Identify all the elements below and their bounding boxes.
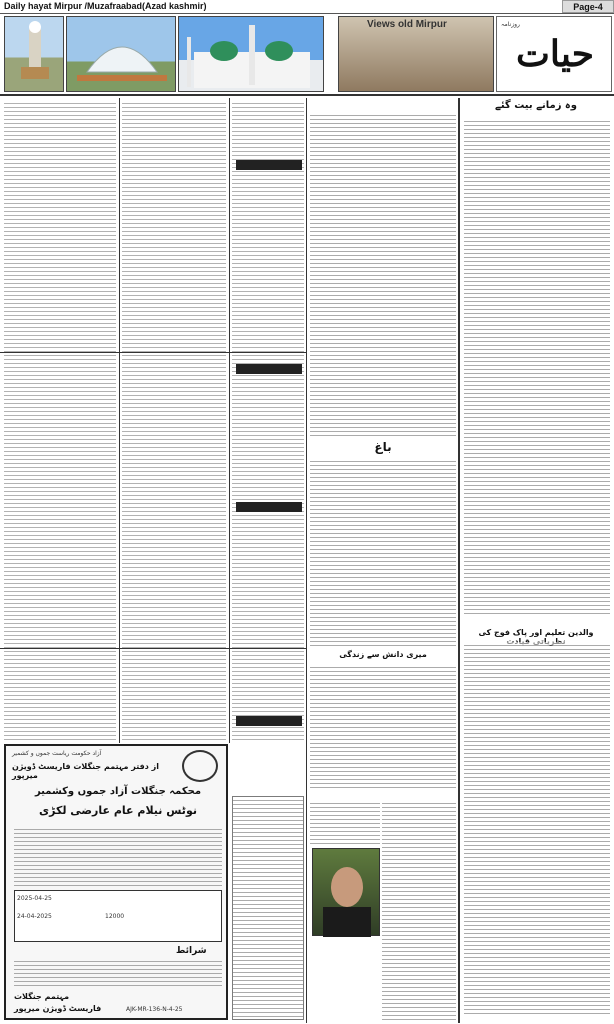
col-divider-3 bbox=[306, 98, 307, 1023]
photo-old-mirpur bbox=[338, 16, 494, 92]
left-col-2-body bbox=[122, 100, 226, 740]
page-number: Page-4 bbox=[562, 0, 614, 13]
article-2-body bbox=[464, 642, 610, 1017]
paper-name: حیات bbox=[516, 33, 594, 75]
section-label-1 bbox=[236, 160, 302, 170]
photo-mosque bbox=[178, 16, 324, 92]
notice-code: AJK-MR-136-N-4-25 bbox=[126, 1006, 183, 1013]
col-divider-2 bbox=[229, 98, 230, 743]
shell-monument-image bbox=[67, 17, 176, 92]
col-divider-1 bbox=[119, 98, 120, 743]
notice-body bbox=[14, 826, 222, 886]
photo-monument bbox=[4, 16, 64, 92]
notice-table bbox=[14, 890, 222, 942]
notice-header-small: آزاد حکومت ریاست جموں و کشمیر bbox=[12, 750, 102, 757]
article-3-body bbox=[310, 458, 456, 646]
notice-date-2: 24-04-2025 bbox=[17, 913, 52, 920]
newspaper-logo bbox=[496, 16, 612, 92]
portrait-photo bbox=[312, 848, 380, 936]
photo-shell-monument bbox=[66, 16, 176, 92]
section-label-2 bbox=[236, 364, 302, 374]
public-notice bbox=[4, 744, 228, 1020]
col-divider-4 bbox=[458, 98, 460, 1023]
notice-signature: مہتمم جنگلات bbox=[14, 992, 70, 1001]
notice-title: نوٹس نیلام عام عارضی لکڑی bbox=[39, 804, 197, 817]
notice-conditions-body bbox=[14, 958, 222, 988]
article-headline-1: وہ زمانے بیت گئے bbox=[494, 100, 578, 111]
left-col-3-body bbox=[232, 100, 304, 740]
section-label-4 bbox=[236, 716, 302, 726]
article-headline-3: باغ bbox=[374, 440, 392, 454]
article-1-body bbox=[464, 118, 610, 616]
portrait-image bbox=[313, 849, 381, 937]
obituary-body bbox=[382, 800, 456, 1020]
notice-signature-office: فاریسٹ ڈویژن میرپور bbox=[14, 1004, 102, 1013]
article-4-body bbox=[310, 664, 456, 790]
notice-conditions: شرائط bbox=[176, 946, 207, 956]
mosque-image bbox=[179, 17, 324, 92]
small-notice bbox=[232, 796, 304, 1020]
left-divider-2 bbox=[0, 648, 306, 649]
notice-amount: 12000 bbox=[105, 913, 125, 920]
monument-image bbox=[5, 17, 64, 92]
masthead-divider bbox=[0, 94, 614, 96]
section-label-3 bbox=[236, 502, 302, 512]
article-headline-4: میری دانش سے زندگی bbox=[339, 650, 427, 659]
article-headline-2: والدین تعلیم اور پاک فوج کی bbox=[478, 628, 594, 637]
edition-label: Daily hayat Mirpur /Muzafraabad(Azad kashmir) bbox=[4, 1, 207, 11]
left-col-1-body bbox=[4, 100, 116, 740]
paper-subtitle: روزنامہ bbox=[501, 21, 520, 28]
notice-date-1: 2025-04-25 bbox=[17, 895, 52, 902]
emblem-icon bbox=[182, 750, 218, 782]
notice-office: از دفتر مہتمم جنگلات فاریسٹ ڈویژن میرپور bbox=[12, 762, 160, 780]
article-3-body-top bbox=[310, 112, 456, 438]
notice-department: محکمہ جنگلات آزاد جموں وکشمیر bbox=[34, 786, 202, 797]
photo-caption: Views old Mirpur bbox=[367, 19, 447, 30]
article-5-body bbox=[310, 800, 380, 844]
left-divider bbox=[0, 352, 306, 353]
